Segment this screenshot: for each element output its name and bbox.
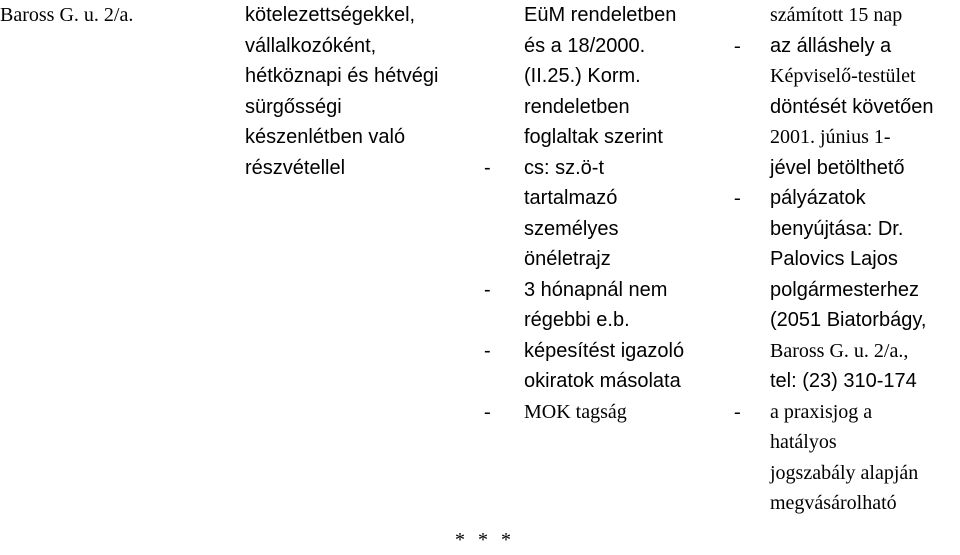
text-line: képesítést igazoló (524, 339, 685, 362)
text-line: (II.25.) Korm. (524, 65, 641, 87)
dash-bullet: - (734, 187, 741, 209)
lead-block (484, 0, 724, 153)
dash-bullet: - (734, 34, 741, 57)
text-line: régebbi e.b. (524, 309, 630, 331)
dash-bullet: - (484, 156, 491, 179)
list-item (484, 336, 724, 397)
list-item (734, 397, 960, 519)
text-line: hétköznapi és hétvégi (245, 65, 439, 87)
text-line: 3 hónapnál nem (524, 278, 668, 301)
text-line: (2051 Biatorbágy, (770, 309, 927, 331)
text-line: önéletrajz (524, 248, 611, 270)
text-line: a praxisjog a (770, 400, 873, 423)
text-line: készenlétben való (245, 126, 406, 148)
list-item (734, 31, 960, 184)
text-line: hatályos (770, 431, 837, 453)
text-line: tartalmazó (524, 187, 618, 209)
text-line: vállalkozóként, (245, 34, 377, 57)
text-line: számított 15 nap (770, 4, 903, 26)
text-line: rendeletben (524, 95, 630, 118)
text-line: részvétellel (245, 156, 346, 179)
list-item (484, 275, 724, 336)
text-line: benyújtása: Dr. (770, 217, 904, 240)
lead-block (734, 0, 960, 31)
text-line: jével betölthető (770, 156, 905, 179)
text-line: cs: sz.ö-t (524, 156, 605, 179)
text-line: tel: (23) 310-174 (770, 370, 917, 392)
text-line: sürgősségi (245, 95, 342, 118)
text-line: okiratok másolata (524, 370, 681, 392)
text-line: MOK tagság (524, 400, 627, 423)
text-line: kötelezettségekkel, (245, 4, 416, 26)
text-line: az álláshely a (770, 34, 892, 57)
text-line: polgármesterhez (770, 278, 919, 301)
text-line: foglaltak szerint (524, 126, 663, 148)
address-line: Baross G. u. 2/a. (0, 4, 134, 26)
text-line: 2001. június 1- (770, 126, 891, 148)
text-line: megvásárolható (770, 492, 897, 514)
text-line: EüM rendeletben (524, 4, 677, 26)
column-4 (734, 0, 960, 519)
text-line: Palovics Lajos (770, 248, 898, 270)
list-item (734, 183, 960, 397)
text-line: Képviselő-testület (770, 65, 916, 87)
text-line: személyes (524, 217, 619, 240)
list-item (484, 397, 724, 428)
section-separator: * * * (455, 529, 515, 551)
column-2 (245, 0, 460, 183)
text-line: Baross G. u. 2/a., (770, 339, 909, 362)
text-line: és a 18/2000. (524, 34, 646, 57)
dash-bullet: - (484, 278, 491, 301)
dash-bullet: - (484, 339, 491, 362)
dash-bullet: - (484, 400, 491, 423)
column-3 (484, 0, 724, 427)
dash-bullet: - (734, 400, 741, 423)
list-item (484, 153, 724, 275)
column-1 (0, 0, 200, 31)
text-line: pályázatok (770, 187, 866, 209)
text-line: jogszabály alapján (770, 461, 919, 484)
text-line: döntését követően (770, 95, 934, 118)
